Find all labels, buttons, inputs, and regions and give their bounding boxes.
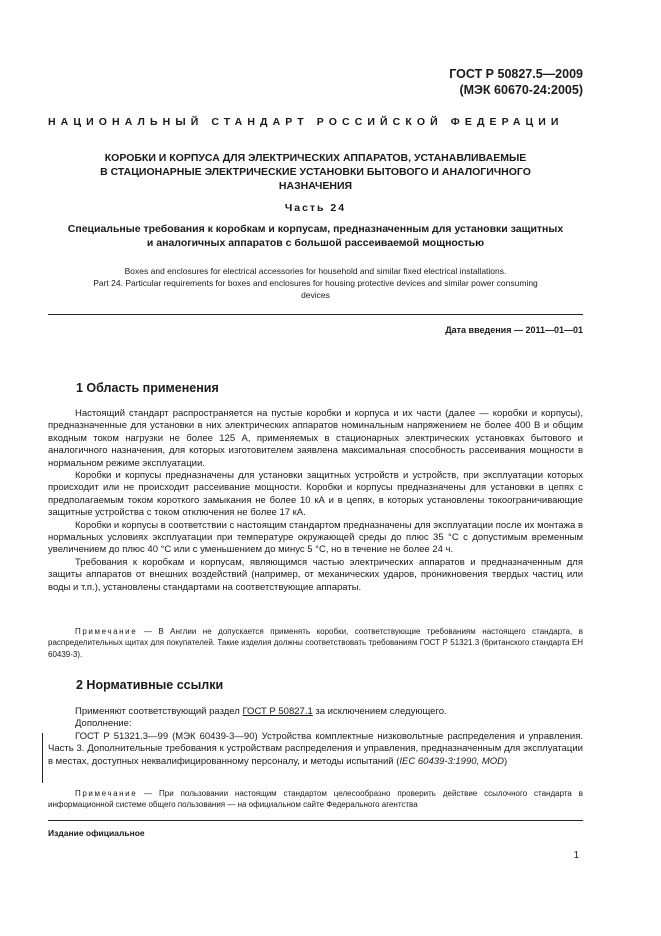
change-bar bbox=[42, 733, 43, 783]
note-label: Примечание bbox=[75, 789, 138, 798]
divider-rule bbox=[48, 314, 583, 315]
edition-label: Издание официальное bbox=[48, 828, 145, 838]
introduction-date: Дата введения — 2011—01—01 bbox=[445, 325, 583, 335]
part-number: Часть 24 bbox=[284, 202, 347, 214]
standard-code-gost: ГОСТ Р 50827.5—2009 bbox=[449, 67, 583, 81]
footer-rule bbox=[48, 820, 583, 821]
english-title bbox=[46, 265, 585, 301]
paragraph: Требования к коробкам и корпусам, являющимся частью электрических аппаратов и предназначенным для защиты аппаратов от внешних воздействий (например, от механических ударов, проникновения твердых частиц или воды и т.п.), установлены стандартами на соответствующие аппараты. bbox=[48, 556, 583, 593]
paragraph: Настоящий стандарт распространяется на пустые коробки и корпуса и их части (далее — коробки и корпусы), предназначенные для установки в них электрических аппаратов номинальным напряжением не более 400 В и общим входным током нагрузки не более 125 А, применяемых в стационарных электрических установках бытового и аналогичного назначения, для которых изготовителем заявлена максимальная способность рассеивания мощности в нормальном режиме эксплуатации. bbox=[48, 408, 583, 469]
reference-text: ГОСТ Р 51321.3—99 (МЭК 60439-3—90) Устройства комплектные низковольтные распределения и управления. Часть 3. Дополнительные требования к устройствам распределения и управления, предназначенным для эксплуатации в местах, доступных неквалифицированному персоналу, и методы испытаний ( bbox=[48, 730, 583, 767]
document-subtitle bbox=[52, 222, 579, 250]
note-text: — В Англии не допускается применять коробки, соответствующие требованиям настоящего стандарта, в распределительных щитах для покупателей. Такие изделия должны соответствовать требованиям ГОСТ Р 51321.3 (британского стандарта ЕН 60439-3). bbox=[48, 627, 583, 659]
section-2-body bbox=[48, 706, 583, 768]
subtitle-line: Специальные требования к коробкам и корпусам, предназначенным для установки защитных bbox=[67, 223, 564, 235]
section-2-note bbox=[48, 788, 583, 811]
title-line: КОРОБКИ И КОРПУСА ДЛЯ ЭЛЕКТРИЧЕСКИХ АППАРАТОВ, УСТАНАВЛИВАЕМЫЕ bbox=[104, 152, 527, 164]
page-number: 1 bbox=[573, 850, 579, 861]
apply-prefix: Применяют соответствующий раздел bbox=[75, 706, 243, 717]
section-2-heading: 2 Нормативные ссылки bbox=[76, 678, 224, 692]
national-standard-banner: НАЦИОНАЛЬНЫЙ СТАНДАРТ РОССИЙСКОЙ ФЕДЕРАЦИИ bbox=[48, 116, 564, 128]
subtitle-line: и аналогичных аппаратов с большой рассеиваемой мощностью bbox=[146, 237, 485, 249]
section-1-note bbox=[48, 626, 583, 660]
english-title-line: Part 24. Particular requirements for boxes and enclosures for housing protective devices and similar power consuming bbox=[93, 278, 538, 288]
standard-code-iec: (МЭК 60670-24:2005) bbox=[459, 83, 583, 97]
title-line: В СТАЦИОНАРНЫЕ ЭЛЕКТРИЧЕСКИЕ УСТАНОВКИ БЫТОВОГО И АНАЛОГИЧНОГО bbox=[100, 166, 531, 178]
section-1-body bbox=[48, 408, 583, 594]
section-1-heading: 1 Область применения bbox=[76, 381, 219, 395]
note-label: Примечание bbox=[75, 627, 138, 636]
gost-50827-1-link[interactable]: ГОСТ Р 50827.1 bbox=[242, 706, 313, 717]
document-title bbox=[70, 151, 561, 193]
reference-end: ) bbox=[503, 755, 508, 767]
standard-code bbox=[449, 66, 583, 98]
paragraph: Коробки и корпусы предназначены для установки защитных устройств и устройств, при эксплуатации которых происходит или не происходит рассеивание мощности. Коробки и корпусы предназначены для установки в цепях с предполагаемым током короткого замыкания не более 10 кА и в цепях, в которых установлены токоограничивающие защитные устройства с током отключения не более 17 кА. bbox=[48, 470, 583, 519]
apply-suffix: за исключением следующего. bbox=[312, 706, 447, 717]
paragraph: Коробки и корпусы в соответствии с настоящим стандартом предназначены для эксплуатации после их монтажа в нормальных условиях эксплуатации при температуре окружающей среды до плюс 35 °С с допустимым временным увеличением до плюс 40 °С или с уменьшением до минус 5 °С, но в течение не более 24 ч. bbox=[48, 519, 583, 556]
addition-label: Дополнение: bbox=[75, 718, 132, 730]
english-title-line: devices bbox=[301, 290, 330, 300]
note-text: — При пользовании настоящим стандартом целесообразно проверить действие ссылочного стандарта в информационной системе общего пользования — на официальном сайте Федерального агентства bbox=[48, 789, 583, 810]
reference-iec-code: IEC 60439-3:1990, MOD bbox=[399, 755, 504, 767]
english-title-line: Boxes and enclosures for electrical accessories for household and similar fixed electrical installations. bbox=[124, 266, 507, 276]
title-line: НАЗНАЧЕНИЯ bbox=[278, 180, 353, 192]
